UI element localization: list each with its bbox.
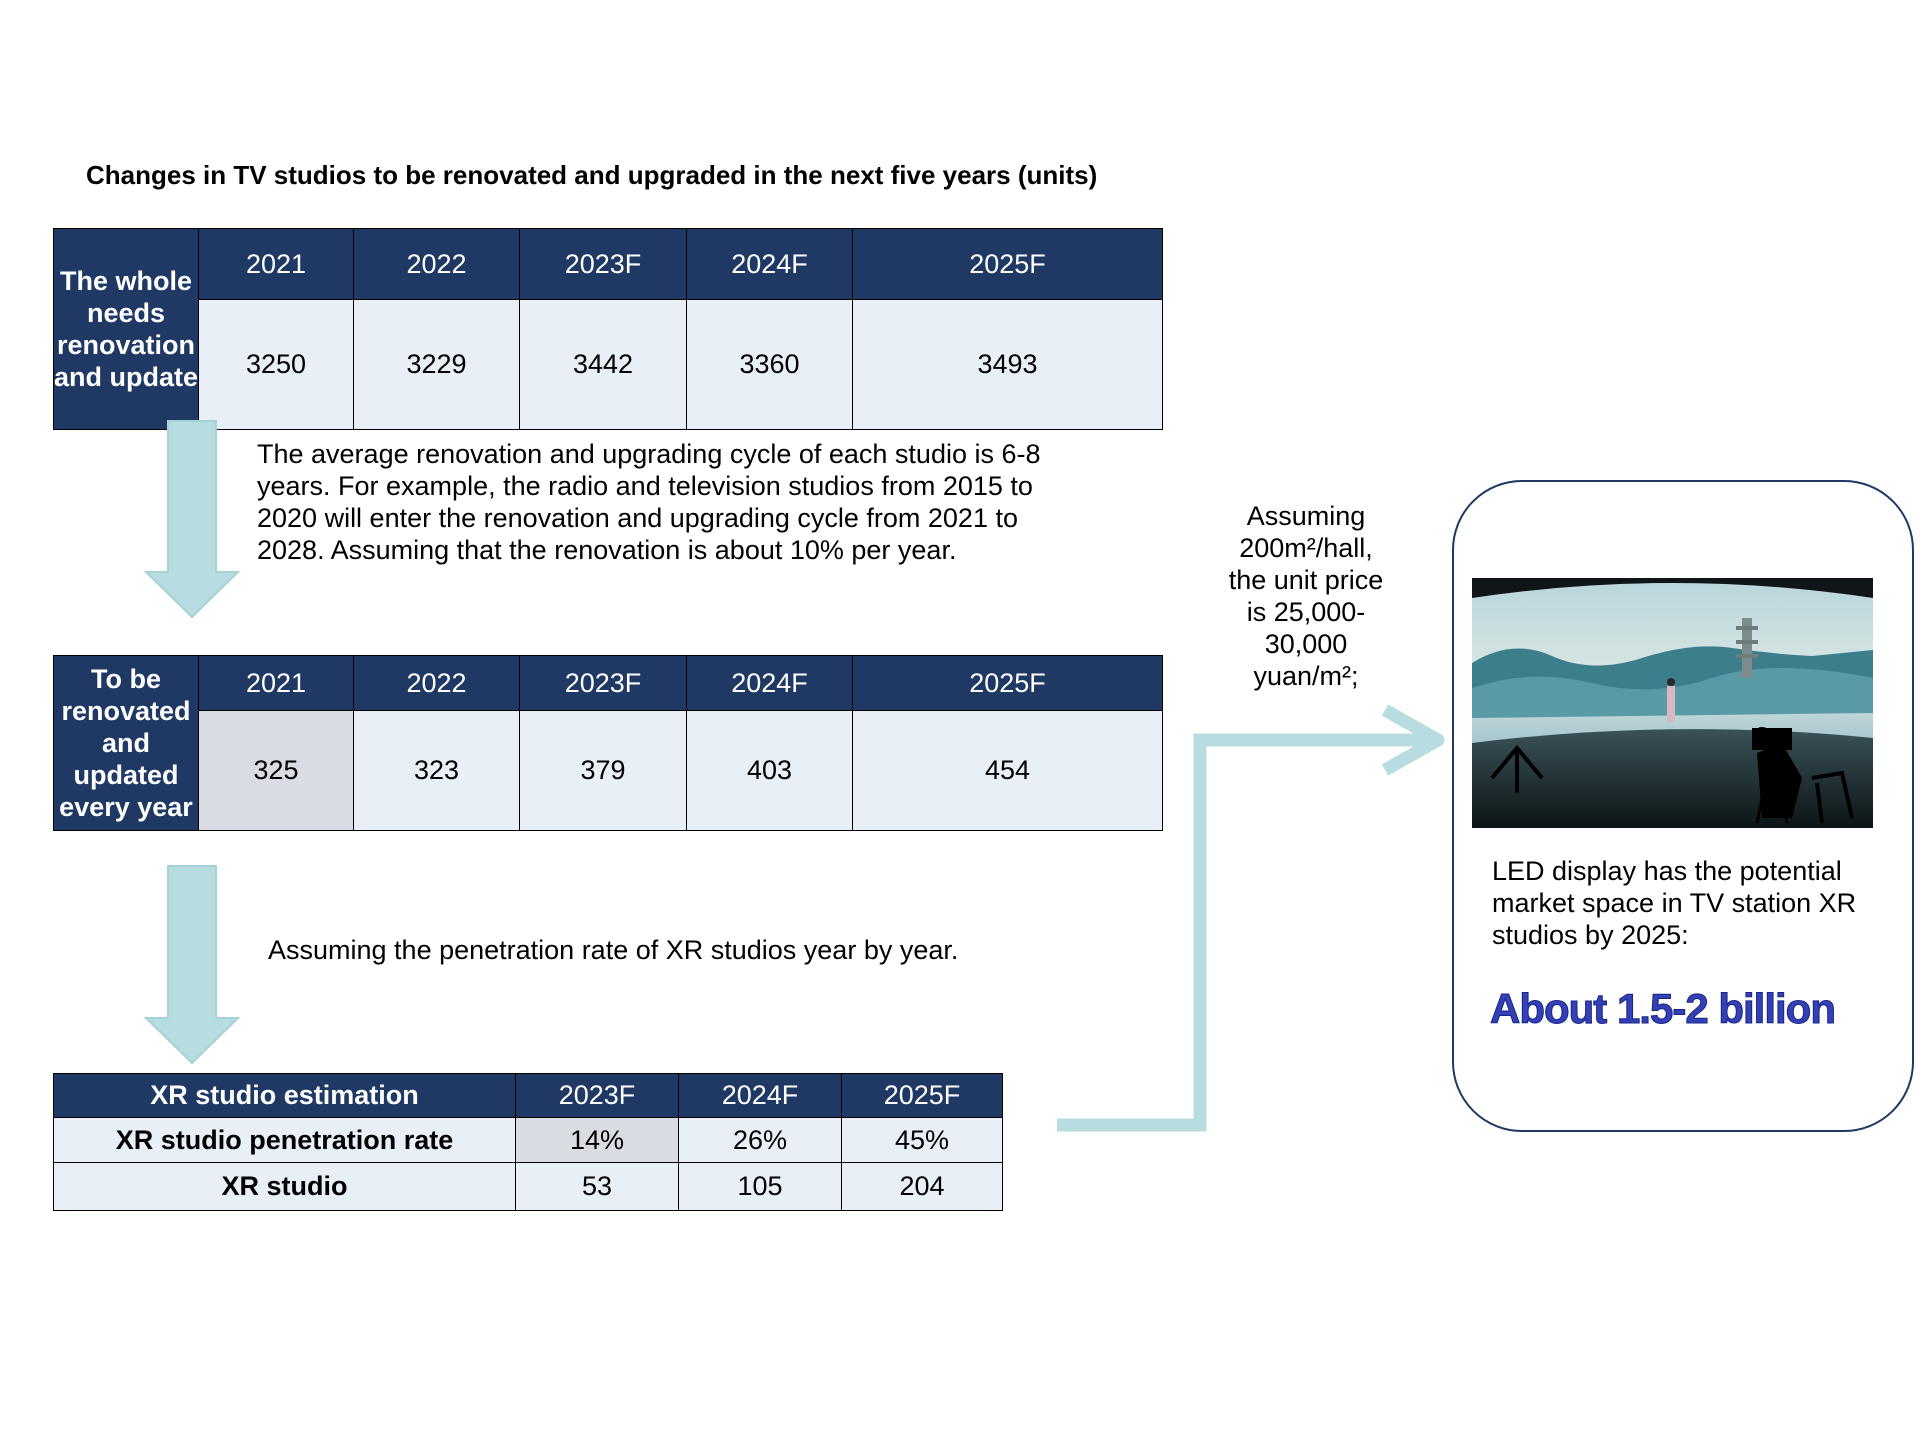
penetration-note: Assuming the penetration rate of XR studios year by year. (268, 935, 959, 965)
table3-value-cell: 204 (842, 1163, 1003, 1211)
table2-value-cell: 325 (199, 711, 354, 831)
table1-year-header: 2023F (520, 229, 687, 300)
table1-year-header: 2021 (199, 229, 354, 300)
table3-header-label: XR studio estimation (54, 1074, 516, 1118)
table2-year-header: 2023F (520, 656, 687, 711)
table1-year-header: 2024F (687, 229, 853, 300)
table3-year-header: 2023F (516, 1074, 679, 1118)
table2-year-header: 2025F (853, 656, 1163, 711)
table3-value-cell: 45% (842, 1118, 1003, 1163)
table3-value-cell: 53 (516, 1163, 679, 1211)
table1-value-cell: 3250 (199, 300, 354, 430)
table1-row-label: The whole needs renovation and update (54, 229, 199, 430)
table1-value-cell: 3229 (354, 300, 520, 430)
table2-row-label: To be renovated and updated every year (54, 656, 199, 831)
table2-year-header: 2024F (687, 656, 853, 711)
annual-renovation-table (53, 655, 1163, 831)
table2-value-cell: 403 (687, 711, 853, 831)
table2-value-cell: 379 (520, 711, 687, 831)
table2-value-cell: 454 (853, 711, 1163, 831)
xr-studio-photo (1472, 578, 1873, 828)
table3-year-header: 2025F (842, 1074, 1003, 1118)
down-arrow-1 (146, 421, 238, 617)
table3-row-label: XR studio (54, 1163, 516, 1211)
xr-estimation-table (53, 1073, 1003, 1211)
table2-year-header: 2022 (354, 656, 520, 711)
table1-value-cell: 3360 (687, 300, 853, 430)
market-space-text: LED display has the potential market space in TV station XR studios by 2025: (1492, 856, 1857, 950)
table1-value-cell: 3493 (853, 300, 1163, 430)
table1-year-header: 2022 (354, 229, 520, 300)
table3-row-label: XR studio penetration rate (54, 1118, 516, 1163)
table3-value-cell: 14% (516, 1118, 679, 1163)
table1-value-cell: 3442 (520, 300, 687, 430)
table3-year-header: 2024F (679, 1074, 842, 1118)
table3-value-cell: 26% (679, 1118, 842, 1163)
page-title: Changes in TV studios to be renovated and upgraded in the next five years (units) (86, 160, 1098, 190)
table3-value-cell: 105 (679, 1163, 842, 1211)
market-size-highlight: About 1.5-2 billion (1490, 985, 1835, 1032)
table2-value-cell: 323 (354, 711, 520, 831)
table1-year-header: 2025F (853, 229, 1163, 300)
assumption-text: Assuming 200m²/hall, the unit price is 25,000-30,000 yuan/m²; (1228, 501, 1384, 691)
cycle-note: The average renovation and upgrading cycle of each studio is 6-8 years. For example, the radio and television studios from 2015 to 2020 will enter the renovation and upgrading cycle from 2021 to 2028. Assuming that the renovation is about 10% per year. (257, 439, 1041, 565)
down-arrow-2 (146, 866, 238, 1063)
table2-year-header: 2021 (199, 656, 354, 711)
